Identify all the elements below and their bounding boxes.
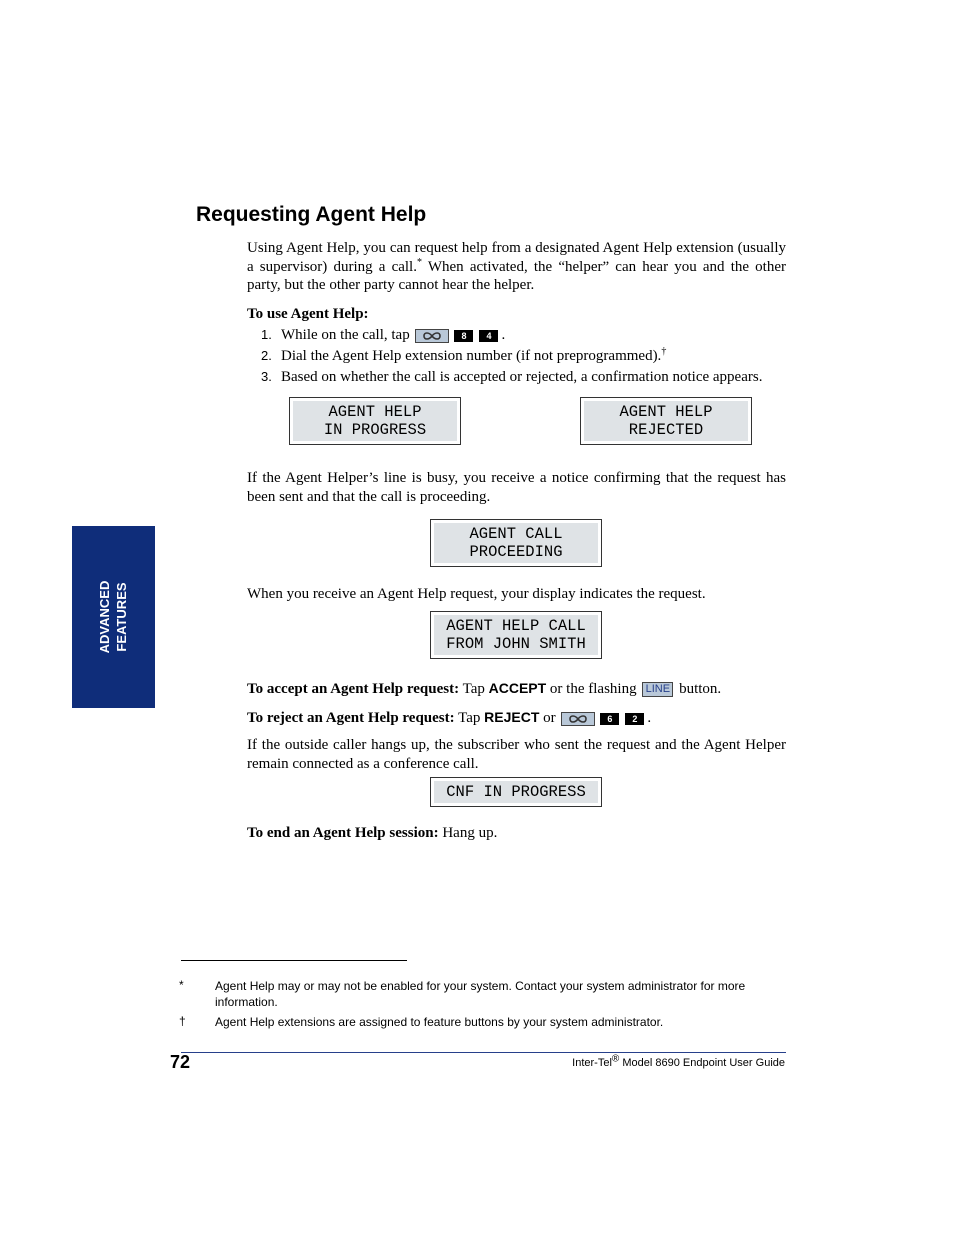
footer-brand: Inter-Tel xyxy=(572,1057,612,1069)
footnote-ref[interactable]: * xyxy=(416,256,422,268)
footnote-1: Agent Help may or may not be enabled for your system. Contact your system administrator for more information. xyxy=(215,979,746,1009)
key-4-icon: 4 xyxy=(479,330,498,342)
step-3 xyxy=(261,368,762,386)
accept-instruction xyxy=(247,679,786,699)
display-line: PROCEEDING xyxy=(469,543,563,561)
footnote-ref[interactable]: † xyxy=(661,346,667,357)
use-heading: To use Agent Help: xyxy=(247,306,369,322)
accept-text: or the flashing xyxy=(546,681,641,697)
display-line: IN PROGRESS xyxy=(323,421,427,439)
footnote-mark: † xyxy=(179,1014,186,1028)
display-line: AGENT HELP xyxy=(328,403,422,421)
hangup-paragraph: If the outside caller hangs up, the subscriber who sent the request and the Agent Helper remain connected as a conference call. xyxy=(247,737,786,772)
display-line: CNF IN PROGRESS xyxy=(446,783,586,801)
key-6-icon: 6 xyxy=(600,713,619,725)
end-session-instruction xyxy=(247,824,786,843)
reject-text: Tap xyxy=(454,710,485,726)
footnote-divider xyxy=(181,960,407,961)
footer-divider xyxy=(181,1052,786,1053)
step-text: While on the call, tap xyxy=(281,327,410,343)
reject-softkey: REJECT xyxy=(484,709,540,725)
section-tab-line: FEATURES xyxy=(114,582,129,652)
accept-label: To accept an Agent Help request: xyxy=(247,681,460,697)
footnote-mark: * xyxy=(179,978,184,992)
display-line: AGENT HELP xyxy=(619,403,713,421)
step-number: 1. xyxy=(261,327,272,342)
feature-key-icon xyxy=(561,712,595,726)
step-2 xyxy=(261,347,666,365)
display-rejected xyxy=(580,397,752,445)
reject-end: . xyxy=(647,710,652,726)
step-end: . xyxy=(501,327,506,343)
footer-guide: Model 8690 Endpoint User Guide xyxy=(619,1057,785,1069)
accept-text: button. xyxy=(675,681,722,697)
intro-paragraph xyxy=(247,239,786,295)
intro-text-rest: When activated, the “helper” can hear you and the other party, but the other party cannot hear the helper. xyxy=(247,258,786,293)
section-tab-label xyxy=(96,581,130,654)
reject-instruction xyxy=(247,708,786,728)
key-2-icon: 2 xyxy=(625,713,644,725)
reject-label: To reject an Agent Help request: xyxy=(247,710,455,726)
display-line: AGENT HELP CALL xyxy=(446,617,586,635)
page-number: 72 xyxy=(170,1052,191,1072)
accept-text: Tap xyxy=(459,681,489,697)
step-number: 2. xyxy=(261,348,272,363)
display-proceeding xyxy=(430,519,602,567)
busy-paragraph: If the Agent Helper’s line is busy, you receive a notice confirming that the request has been sent and that the call is proceeding. xyxy=(247,470,786,505)
end-session-label: To end an Agent Help session: xyxy=(247,825,439,841)
feature-key-icon xyxy=(415,329,449,343)
key-8-icon: 8 xyxy=(454,330,473,342)
display-line: FROM JOHN SMITH xyxy=(446,635,586,653)
step-text: Dial the Agent Help extension number (if not preprogrammed). xyxy=(281,348,662,364)
section-tab xyxy=(72,526,155,708)
display-in-progress xyxy=(289,397,461,445)
line-key-icon: LINE xyxy=(642,682,673,697)
section-tab-line: ADVANCED xyxy=(97,580,112,654)
receive-paragraph: When you receive an Agent Help request, your display indicates the request. xyxy=(247,586,706,602)
footer-guide-title xyxy=(572,1053,785,1069)
display-from xyxy=(430,611,602,659)
display-line: AGENT CALL xyxy=(469,525,563,543)
footer-reg: ® xyxy=(611,1053,620,1065)
footnote-2: Agent Help extensions are assigned to feature buttons by your system administrator. xyxy=(215,1015,664,1029)
intro-text: Using Agent Help, you can request help from a designated Agent Help extension (usually a supervisor) during a call. xyxy=(247,240,786,275)
step-1 xyxy=(261,326,505,344)
display-cnf xyxy=(430,777,602,807)
page-title: Requesting Agent Help xyxy=(196,203,427,226)
display-line: REJECTED xyxy=(628,421,704,439)
step-number: 3. xyxy=(261,369,272,384)
accept-softkey: ACCEPT xyxy=(488,680,547,696)
reject-text: or xyxy=(539,710,560,726)
end-session-text: Hang up. xyxy=(438,825,498,841)
step-text: Based on whether the call is accepted or rejected, a confirmation notice appears. xyxy=(281,369,763,385)
